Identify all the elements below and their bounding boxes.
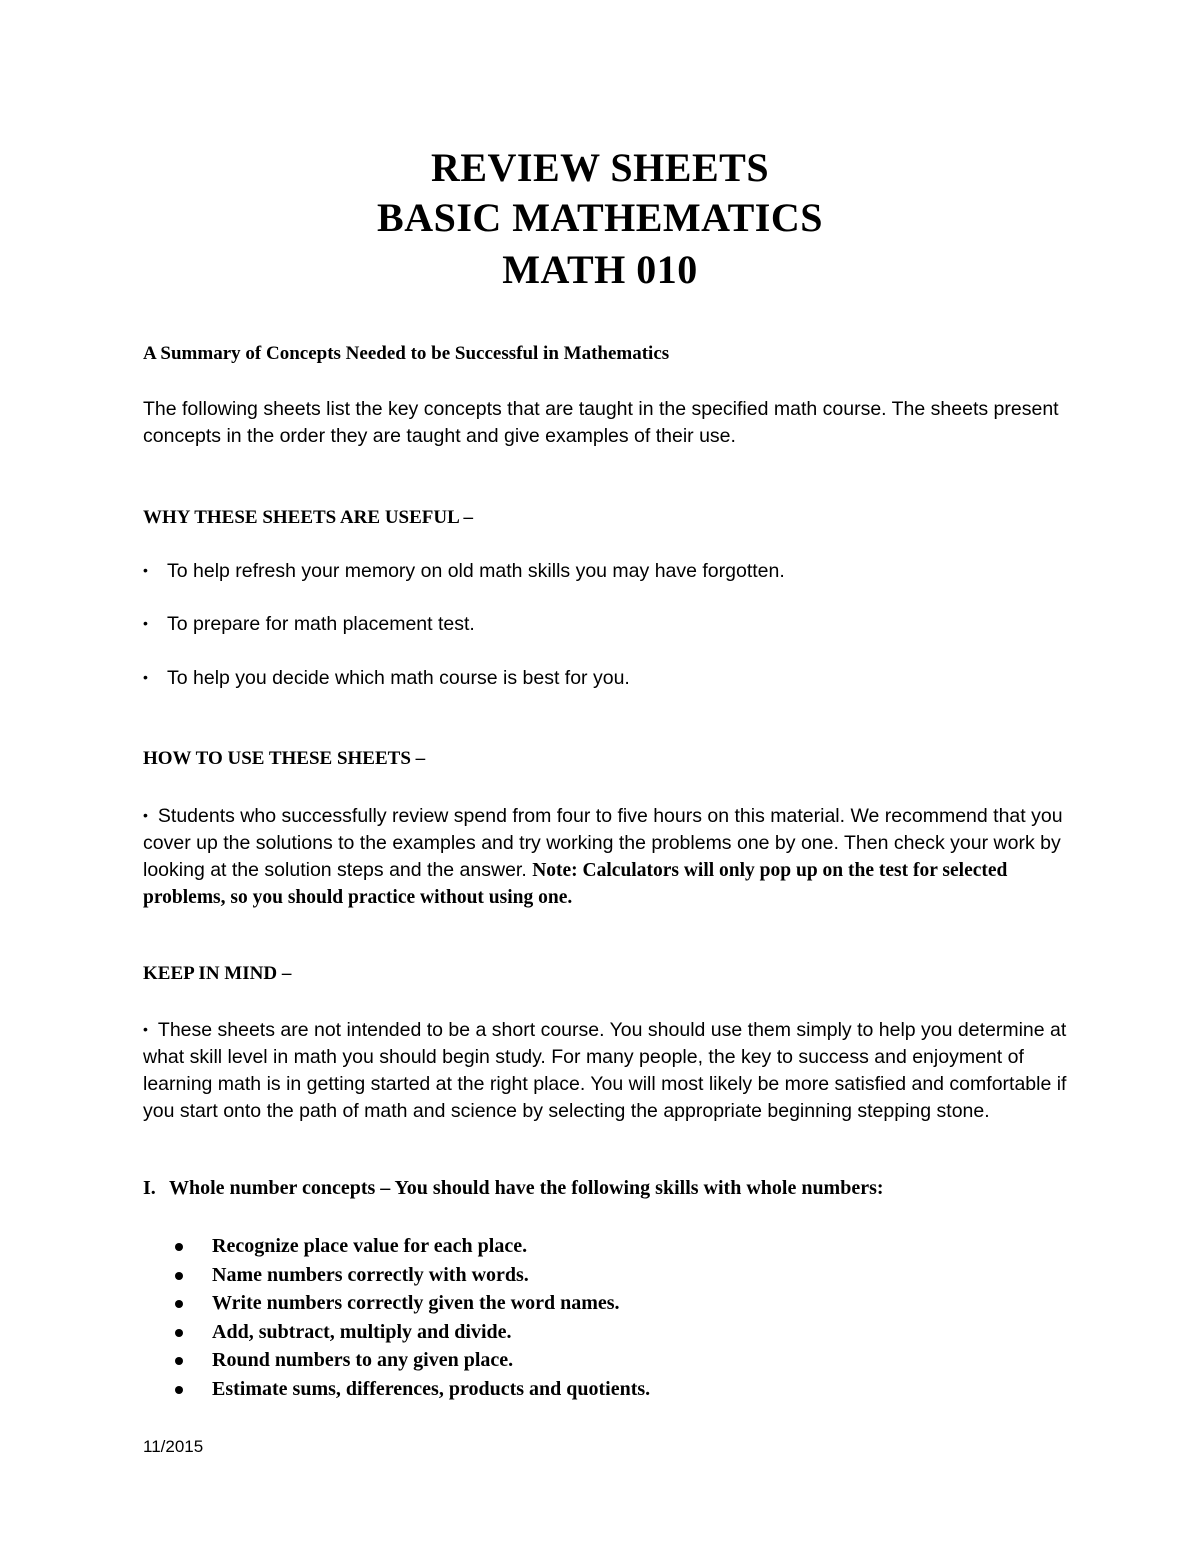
how-text: Students who successfully review spend from four to five hours on this material. We recommend that you cover up the solutions to the examples and try working the problems one by one. Then check your work by looking at the solution steps and the answer.	[143, 805, 1063, 881]
list-item	[175, 1318, 650, 1347]
title-line-2: BASIC MATHEMATICS	[377, 195, 823, 240]
list-item-text: Recognize place value for each place.	[212, 1235, 528, 1257]
bullet-icon: •	[143, 807, 148, 823]
bullet-icon	[175, 1357, 183, 1365]
list-item	[175, 1289, 650, 1318]
why-bullet-1-text: To help refresh your memory on old math skills you may have forgotten.	[167, 560, 785, 582]
title-line-3: MATH 010	[502, 247, 698, 292]
how-heading: HOW TO USE THESE SHEETS –	[143, 748, 426, 769]
section-1-heading-text: Whole number concepts – You should have the following skills with whole numbers:	[169, 1177, 884, 1199]
footer-date: 11/2015	[143, 1437, 204, 1456]
title-line-1: REVIEW SHEETS	[430, 145, 770, 190]
how-note: Note: Calculators will only pop up on the test for selected problems, so you should practice without using one.	[143, 860, 1008, 908]
bullet-icon	[175, 1329, 183, 1337]
bullet-icon: •	[143, 615, 148, 631]
section-1-skill-list	[175, 1232, 650, 1404]
bullet-icon	[175, 1300, 183, 1308]
why-bullet-3	[143, 667, 630, 690]
list-item-text: Write numbers correctly given the word names.	[212, 1292, 620, 1315]
list-item	[175, 1375, 650, 1404]
keep-text: These sheets are not intended to be a short course. You should use them simply to help you determine at what skill level in math you should begin study. For many people, the key to success and enjoyment of learning math is in getting started at the right place. You will most likely be more satisfied and comfortable if you start onto the path of math and science by selecting the appropriate beginning stepping stone.	[143, 1019, 1067, 1122]
list-item	[175, 1346, 650, 1375]
section-1-number: I.	[143, 1177, 156, 1199]
why-heading: WHY THESE SHEETS ARE USEFUL –	[143, 507, 473, 528]
section-1-heading	[143, 1177, 1073, 1200]
keep-paragraph	[143, 1016, 1073, 1125]
bullet-icon	[175, 1243, 183, 1251]
bullet-icon	[175, 1386, 183, 1394]
why-bullet-3-text: To help you decide which math course is best for you.	[167, 667, 630, 689]
list-item	[175, 1232, 650, 1261]
why-bullet-2	[143, 613, 475, 636]
how-paragraph	[143, 802, 1073, 911]
list-item-text: Name numbers correctly with words.	[212, 1263, 529, 1286]
summary-heading: A Summary of Concepts Needed to be Successful in Mathematics	[143, 343, 670, 364]
bullet-icon	[175, 1272, 183, 1280]
bullet-icon: •	[143, 669, 148, 685]
keep-heading: KEEP IN MIND –	[143, 963, 292, 984]
bullet-icon: •	[143, 1021, 148, 1037]
list-item-text: Add, subtract, multiply and divide.	[212, 1320, 512, 1343]
why-bullet-1	[143, 560, 785, 583]
list-item-text: Estimate sums, differences, products and quotients.	[212, 1377, 651, 1400]
intro-paragraph: The following sheets list the key concepts that are taught in the specified math course. The sheets present concepts in the order they are taught and give examples of their use.	[143, 398, 1059, 447]
why-bullet-2-text: To prepare for math placement test.	[167, 613, 475, 635]
list-item-text: Round numbers to any given place.	[212, 1349, 514, 1372]
list-item	[175, 1261, 650, 1290]
bullet-icon: •	[143, 562, 148, 578]
